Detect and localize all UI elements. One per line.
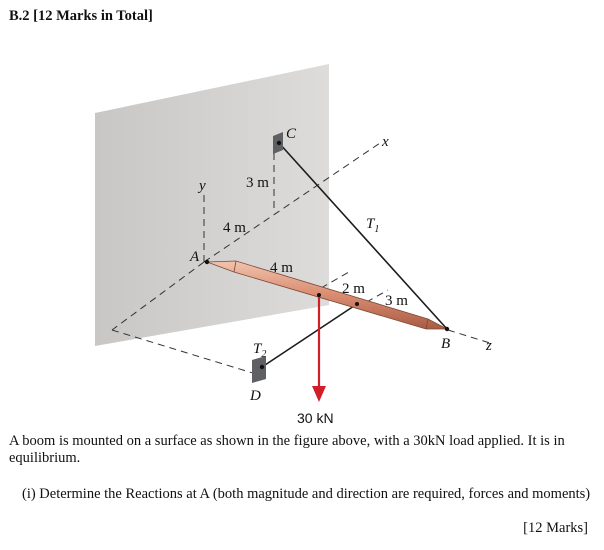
tension-t2-label: $T_2$ [253,341,267,360]
point-d-marker [260,365,264,369]
axis-z-label: z [486,338,492,354]
marks-label: [12 Marks] [523,520,588,536]
dim-a-height: 4 m [223,220,246,236]
point-c-label: C [286,126,297,142]
question-heading: B.2 [12 Marks in Total] [9,8,153,24]
dim-boom-first: 4 m [270,260,293,276]
tension-t1-label: $T_1$ [366,216,380,235]
cable-boom-junction [355,302,359,306]
point-b-label: B [441,336,451,352]
boom-figure [0,40,604,432]
bracket-d [252,356,266,383]
wall [95,64,329,346]
load-junction [317,293,321,297]
point-a-marker [205,260,209,264]
axis-y-label: y [199,178,206,194]
dim-boom-third: 3 m [385,293,408,309]
axis-x-label: x [382,134,389,150]
point-c-marker [277,141,281,145]
point-d-label: D [250,388,261,404]
dim-boom-second: 2 m [342,281,365,297]
point-b-marker [445,327,449,331]
point-a-label: A [190,249,200,265]
dim-c-height: 3 m [246,175,269,191]
load-arrow [312,295,326,402]
question-part-i: (i) Determine the Reactions at A (both magnitude and direction are required, forces and moments) [22,486,591,502]
problem-description: A boom is mounted on a surface as shown in the figure above, with a 30kN load applied. It is in equilibrium. [9,433,565,466]
load-label: 30 kN [297,410,334,426]
